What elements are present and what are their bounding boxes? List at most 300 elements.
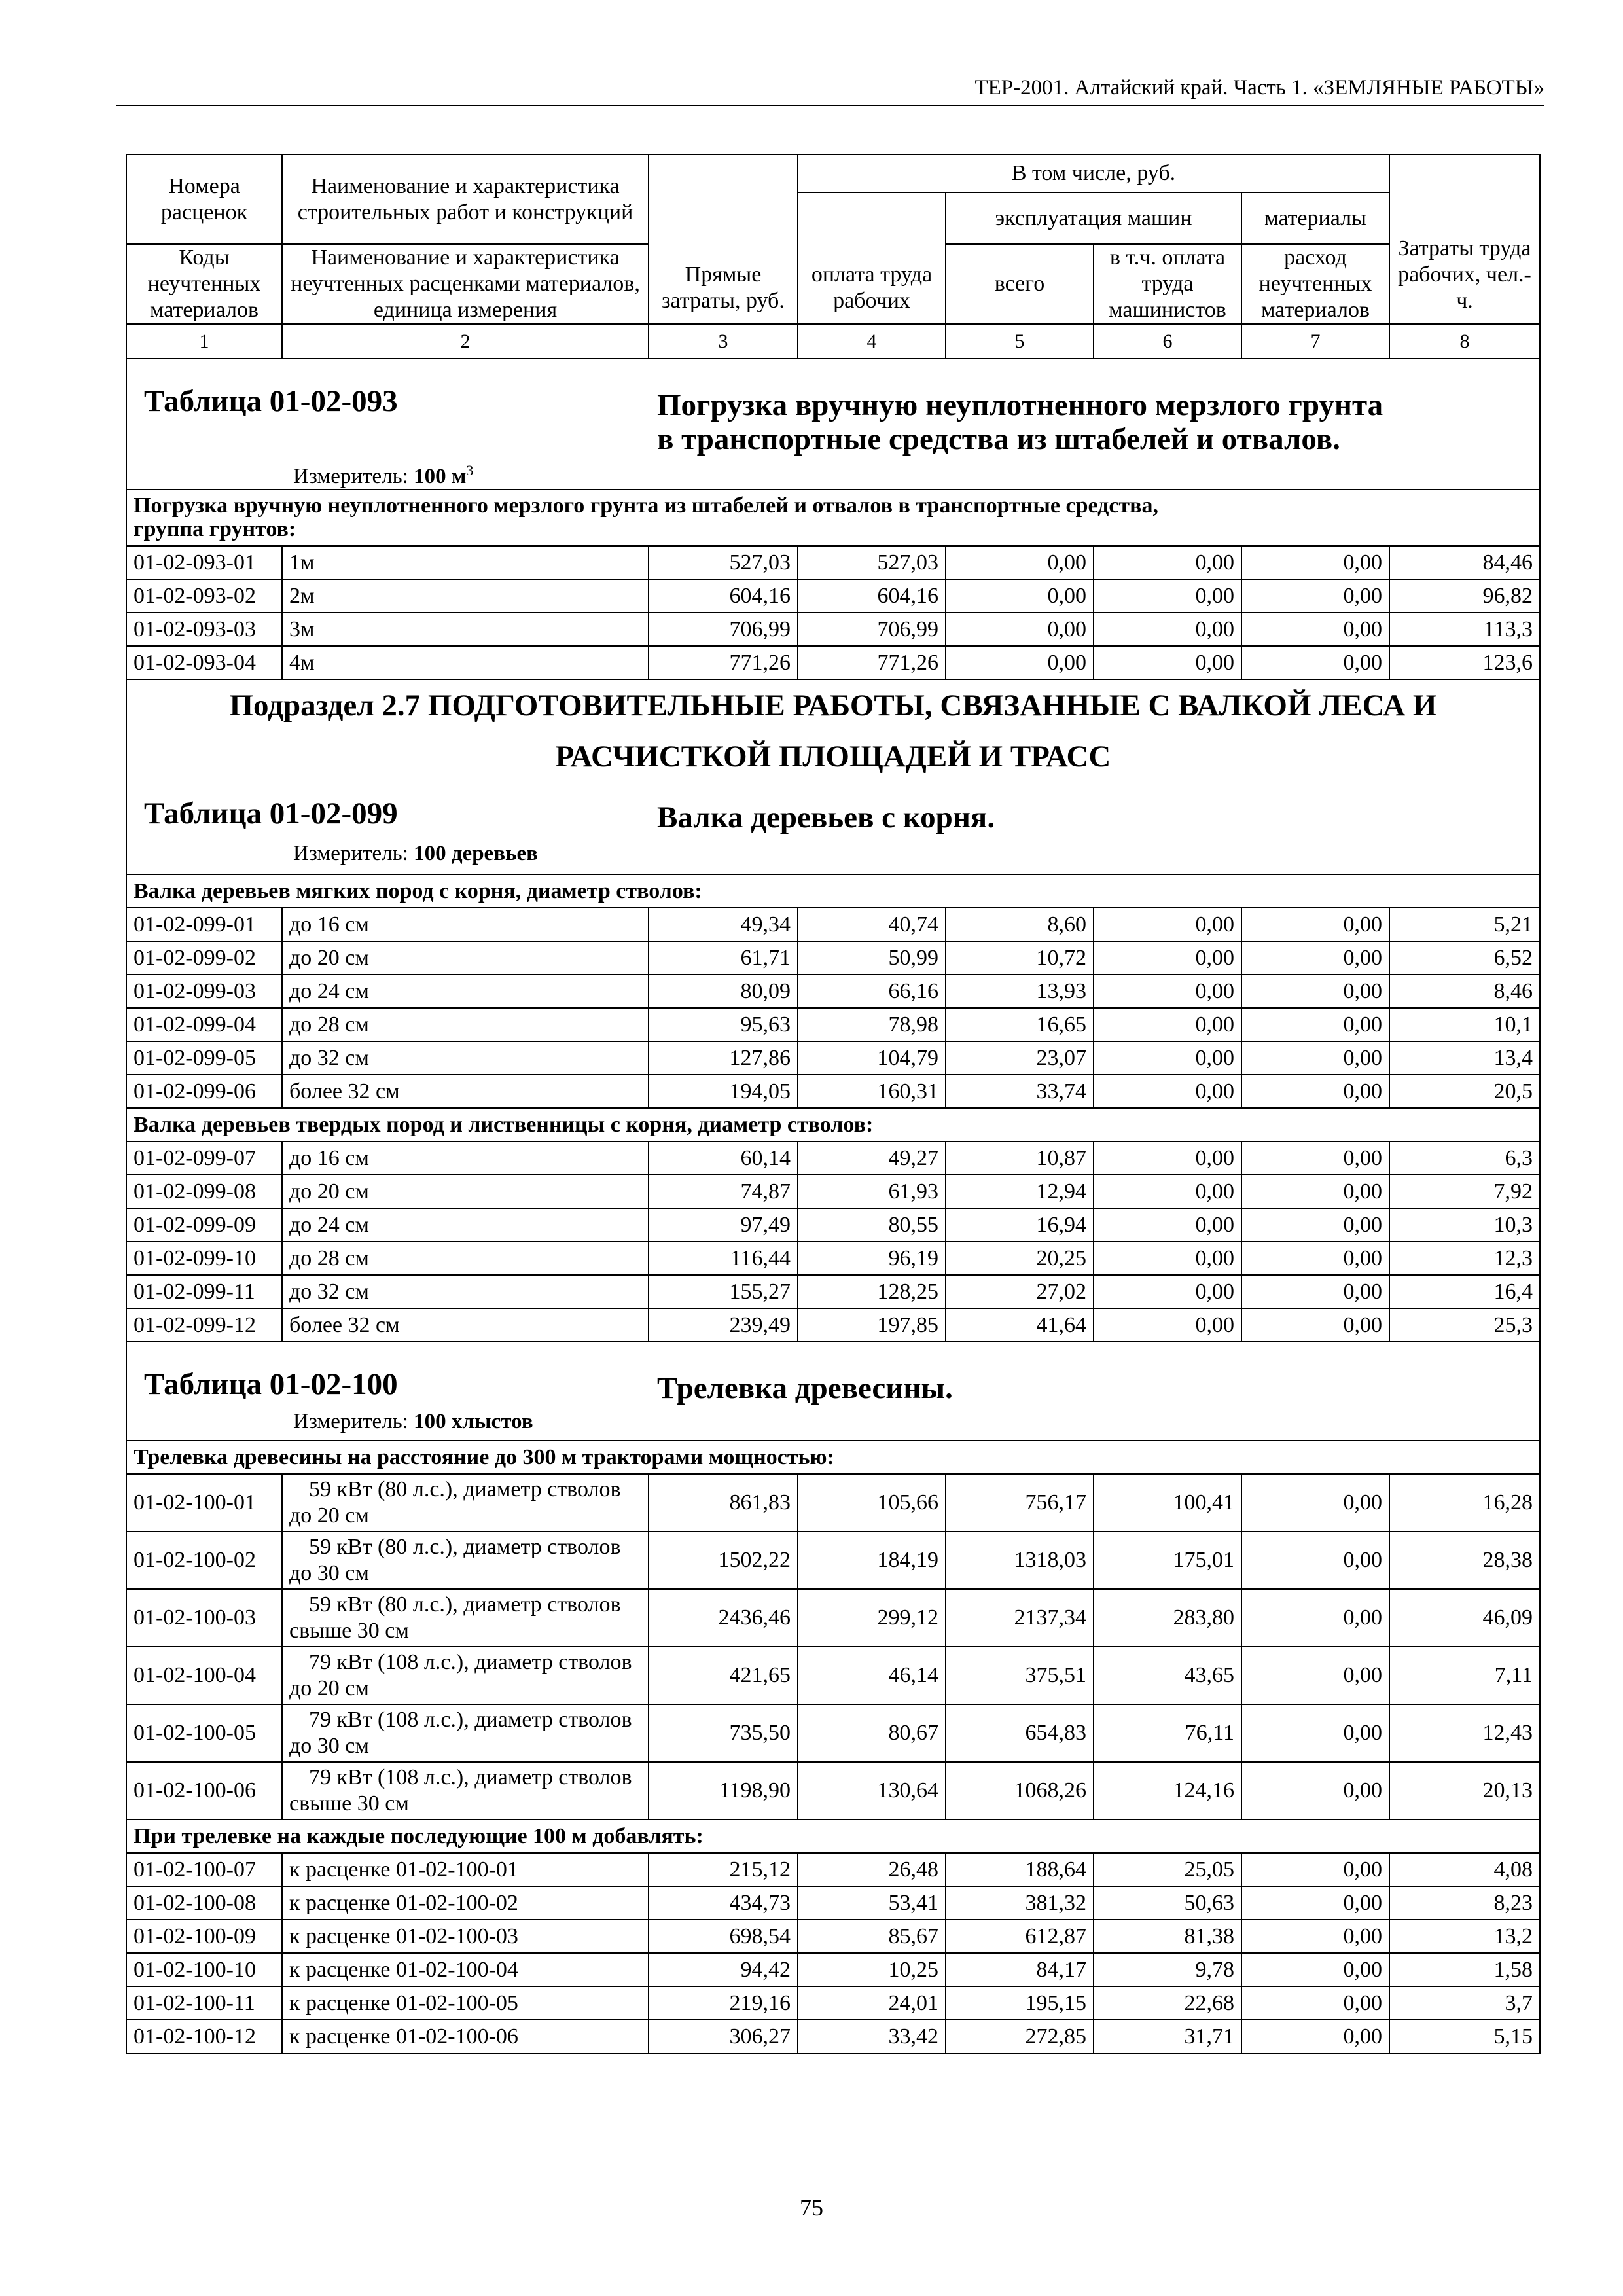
- rate-name: к расценке 01-02-100-04: [282, 1953, 649, 1986]
- rate-code: 01-02-099-01: [126, 908, 282, 941]
- table-100-section-a: Трелевка древесины на расстояние до 300 м тракторами мощностью:: [126, 1441, 1540, 1474]
- labor-cost: 20,13: [1389, 1762, 1540, 1820]
- machinist-wage: 0,00: [1094, 613, 1241, 646]
- table-099-id: Таблица 01-02-099: [144, 797, 398, 831]
- machinist-wage: 22,68: [1094, 1986, 1241, 2020]
- machines-total: 16,65: [946, 1008, 1094, 1041]
- machines-total: 10,87: [946, 1141, 1094, 1175]
- machines-total: 33,74: [946, 1075, 1094, 1108]
- table-093-title: [657, 388, 1383, 456]
- machines-total: 195,15: [946, 1986, 1094, 2020]
- direct-cost: 94,42: [649, 1953, 798, 1986]
- rate-code: 01-02-100-02: [126, 1532, 282, 1589]
- labor-cost: 5,21: [1389, 908, 1540, 941]
- table-row: [126, 1647, 1540, 1704]
- machinist-wage: 0,00: [1094, 1041, 1241, 1075]
- rate-name: до 28 см: [282, 1242, 649, 1275]
- section-line1: Погрузка вручную неуплотненного мерзлого грунта из штабелей и отвалов в транспортные средства,: [134, 493, 1158, 518]
- measure-label: Измеритель:: [293, 465, 408, 488]
- unaccounted-materials: 0,00: [1241, 1986, 1389, 2020]
- table-099-rows-b: [126, 1141, 1540, 1342]
- unaccounted-materials: 0,00: [1241, 2020, 1389, 2053]
- table-099-measure: [293, 840, 538, 867]
- rate-name: к расценке 01-02-100-02: [282, 1886, 649, 1920]
- page-number: 75: [800, 2195, 823, 2221]
- machines-total: 13,93: [946, 975, 1094, 1008]
- labor-cost: 46,09: [1389, 1589, 1540, 1647]
- direct-cost: 698,54: [649, 1920, 798, 1953]
- col-name-bottom: Наименование и характеристика неучтенных расценками материалов, единица измерения: [282, 244, 649, 324]
- rate-name: до 16 см: [282, 908, 649, 941]
- rate-code: 01-02-093-01: [126, 546, 282, 579]
- machines-total: 654,83: [946, 1704, 1094, 1762]
- column-number: 6: [1094, 324, 1241, 359]
- rate-code: 01-02-099-03: [126, 975, 282, 1008]
- table-row: [126, 1953, 1540, 1986]
- machines-total: 2137,34: [946, 1589, 1094, 1647]
- machines-total: 756,17: [946, 1474, 1094, 1532]
- machines-total: 612,87: [946, 1920, 1094, 1953]
- labor-cost: 13,2: [1389, 1920, 1540, 1953]
- rate-code: 01-02-100-09: [126, 1920, 282, 1953]
- rate-name: 4м: [282, 646, 649, 679]
- unaccounted-materials: 0,00: [1241, 546, 1389, 579]
- unaccounted-materials: 0,00: [1241, 1647, 1389, 1704]
- labor-cost: 3,7: [1389, 1986, 1540, 2020]
- rate-name: до 16 см: [282, 1141, 649, 1175]
- direct-cost: 194,05: [649, 1075, 798, 1108]
- column-number: 4: [798, 324, 946, 359]
- machines-total: 12,94: [946, 1175, 1094, 1208]
- unaccounted-materials: 0,00: [1241, 579, 1389, 613]
- table-100-title: Трелевка древесины.: [657, 1371, 953, 1405]
- unaccounted-materials: 0,00: [1241, 1041, 1389, 1075]
- worker-wage: 49,27: [798, 1141, 946, 1175]
- table-093-rows: [126, 546, 1540, 679]
- measure-value: 100 хлыстов: [414, 1410, 533, 1433]
- worker-wage: 184,19: [798, 1532, 946, 1589]
- labor-cost: 28,38: [1389, 1532, 1540, 1589]
- table-100-rows-a: [126, 1474, 1540, 1820]
- machines-total: 188,64: [946, 1853, 1094, 1886]
- labor-cost: 16,28: [1389, 1474, 1540, 1532]
- table-099-section-a: Валка деревьев мягких пород с корня, диаметр стволов:: [126, 874, 1540, 908]
- unaccounted-materials: 0,00: [1241, 1308, 1389, 1342]
- machines-total: 375,51: [946, 1647, 1094, 1704]
- unaccounted-materials: 0,00: [1241, 613, 1389, 646]
- rate-name: 59 кВт (80 л.с.), диаметр стволов свыше 30 см: [282, 1589, 649, 1647]
- unaccounted-materials: 0,00: [1241, 908, 1389, 941]
- worker-wage: 26,48: [798, 1853, 946, 1886]
- machinist-wage: 0,00: [1094, 908, 1241, 941]
- machinist-wage: 283,80: [1094, 1589, 1241, 1647]
- worker-wage: 46,14: [798, 1647, 946, 1704]
- unaccounted-materials: 0,00: [1241, 1886, 1389, 1920]
- labor-cost: 7,11: [1389, 1647, 1540, 1704]
- machines-total: 41,64: [946, 1308, 1094, 1342]
- unaccounted-materials: 0,00: [1241, 941, 1389, 975]
- table-row: [126, 908, 1540, 941]
- unaccounted-materials: 0,00: [1241, 975, 1389, 1008]
- machinist-wage: 0,00: [1094, 941, 1241, 975]
- direct-cost: 706,99: [649, 613, 798, 646]
- worker-wage: 80,67: [798, 1704, 946, 1762]
- labor-cost: 10,1: [1389, 1008, 1540, 1041]
- table-row: [126, 1208, 1540, 1242]
- machinist-wage: 0,00: [1094, 1275, 1241, 1308]
- rate-name: 1м: [282, 546, 649, 579]
- subsection-title-line1: Подраздел 2.7 ПОДГОТОВИТЕЛЬНЫЕ РАБОТЫ, СВЯЗАННЫЕ С ВАЛКОЙ ЛЕСА И: [229, 689, 1437, 723]
- direct-cost: 527,03: [649, 546, 798, 579]
- direct-cost: 219,16: [649, 1986, 798, 2020]
- machines-total: 23,07: [946, 1041, 1094, 1075]
- unaccounted-materials: 0,00: [1241, 1075, 1389, 1108]
- section-line2: группа грунтов:: [134, 517, 296, 541]
- direct-cost: 861,83: [649, 1474, 798, 1532]
- rate-name: к расценке 01-02-100-05: [282, 1986, 649, 2020]
- table-100-rows-b: [126, 1853, 1540, 2053]
- machines-total: 16,94: [946, 1208, 1094, 1242]
- table-row: [126, 1853, 1540, 1886]
- table-099-rows-a: [126, 908, 1540, 1108]
- labor-cost: 5,15: [1389, 2020, 1540, 2053]
- labor-cost: 7,92: [1389, 1175, 1540, 1208]
- measure-label: Измеритель:: [293, 842, 408, 865]
- direct-cost: 306,27: [649, 2020, 798, 2053]
- worker-wage: 53,41: [798, 1886, 946, 1920]
- direct-cost: 74,87: [649, 1175, 798, 1208]
- worker-wage: 299,12: [798, 1589, 946, 1647]
- worker-wage: 105,66: [798, 1474, 946, 1532]
- labor-cost: 20,5: [1389, 1075, 1540, 1108]
- rate-name: до 24 см: [282, 975, 649, 1008]
- machinist-wage: 25,05: [1094, 1853, 1241, 1886]
- table-row: [126, 1589, 1540, 1647]
- table-row: [126, 1762, 1540, 1820]
- rate-code: 01-02-099-12: [126, 1308, 282, 1342]
- unaccounted-materials: 0,00: [1241, 1242, 1389, 1275]
- labor-cost: 113,3: [1389, 613, 1540, 646]
- rate-code: 01-02-100-07: [126, 1853, 282, 1886]
- machinist-wage: 50,63: [1094, 1886, 1241, 1920]
- rate-name: 2м: [282, 579, 649, 613]
- unaccounted-materials: 0,00: [1241, 1589, 1389, 1647]
- labor-cost: 10,3: [1389, 1208, 1540, 1242]
- col-labor: Затраты труда рабочих, чел.-ч.: [1389, 154, 1540, 324]
- rate-code: 01-02-100-08: [126, 1886, 282, 1920]
- rate-code: 01-02-100-11: [126, 1986, 282, 2020]
- machines-total: 0,00: [946, 546, 1094, 579]
- direct-cost: 604,16: [649, 579, 798, 613]
- table-093-id: Таблица 01-02-093: [144, 384, 398, 418]
- labor-cost: 25,3: [1389, 1308, 1540, 1342]
- labor-cost: 6,3: [1389, 1141, 1540, 1175]
- measure-label: Измеритель:: [293, 1410, 408, 1433]
- unaccounted-materials: 0,00: [1241, 1474, 1389, 1532]
- direct-cost: 60,14: [649, 1141, 798, 1175]
- table-100-id: Таблица 01-02-100: [144, 1367, 398, 1401]
- table-row: [126, 646, 1540, 679]
- machinist-wage: 175,01: [1094, 1532, 1241, 1589]
- table-row: [126, 1242, 1540, 1275]
- rate-code: 01-02-100-03: [126, 1589, 282, 1647]
- machinist-wage: 0,00: [1094, 1075, 1241, 1108]
- rate-name: до 24 см: [282, 1208, 649, 1242]
- worker-wage: 50,99: [798, 941, 946, 975]
- direct-cost: 116,44: [649, 1242, 798, 1275]
- machinist-wage: 81,38: [1094, 1920, 1241, 1953]
- table-row: [126, 1141, 1540, 1175]
- table-100-caption: [126, 1342, 1540, 1441]
- machinist-wage: 76,11: [1094, 1704, 1241, 1762]
- machinist-wage: 31,71: [1094, 2020, 1241, 2053]
- table-row: [126, 1008, 1540, 1041]
- direct-cost: 434,73: [649, 1886, 798, 1920]
- rate-code: 01-02-099-10: [126, 1242, 282, 1275]
- worker-wage: 61,93: [798, 1175, 946, 1208]
- rate-code: 01-02-100-04: [126, 1647, 282, 1704]
- machinist-wage: 43,65: [1094, 1647, 1241, 1704]
- table-row: [126, 613, 1540, 646]
- machinist-wage: 0,00: [1094, 1141, 1241, 1175]
- machines-total: 1068,26: [946, 1762, 1094, 1820]
- price-table: [126, 154, 1541, 2054]
- col-machines-total: всего: [946, 244, 1094, 324]
- table-row: [126, 1886, 1540, 1920]
- table-row: [126, 1920, 1540, 1953]
- col-codes-bottom: Коды неучтенных материалов: [126, 244, 282, 324]
- rate-code: 01-02-093-02: [126, 579, 282, 613]
- rate-code: 01-02-099-06: [126, 1075, 282, 1108]
- machines-total: 381,32: [946, 1886, 1094, 1920]
- labor-cost: 1,58: [1389, 1953, 1540, 1986]
- column-number: 5: [946, 324, 1094, 359]
- table-row: [126, 1986, 1540, 2020]
- machines-total: 272,85: [946, 2020, 1094, 2053]
- worker-wage: 24,01: [798, 1986, 946, 2020]
- rate-name: до 20 см: [282, 1175, 649, 1208]
- machinist-wage: 0,00: [1094, 975, 1241, 1008]
- col-materials: материалы: [1241, 192, 1389, 244]
- rate-code: 01-02-100-05: [126, 1704, 282, 1762]
- table-row: [126, 1041, 1540, 1075]
- unaccounted-materials: 0,00: [1241, 1953, 1389, 1986]
- column-number: 3: [649, 324, 798, 359]
- table-093-caption: [126, 359, 1540, 490]
- table-row: [126, 1175, 1540, 1208]
- labor-cost: 6,52: [1389, 941, 1540, 975]
- rate-name: 59 кВт (80 л.с.), диаметр стволов до 30 см: [282, 1532, 649, 1589]
- worker-wage: 160,31: [798, 1075, 946, 1108]
- column-number: 2: [282, 324, 649, 359]
- unaccounted-materials: 0,00: [1241, 1762, 1389, 1820]
- direct-cost: 80,09: [649, 975, 798, 1008]
- machinist-wage: 0,00: [1094, 1008, 1241, 1041]
- table-row: [126, 546, 1540, 579]
- table-row: [126, 1075, 1540, 1108]
- unaccounted-materials: 0,00: [1241, 1141, 1389, 1175]
- running-header: [116, 71, 1544, 106]
- rate-name: до 32 см: [282, 1041, 649, 1075]
- subsection-and-table-099-caption: [126, 679, 1540, 874]
- labor-cost: 4,08: [1389, 1853, 1540, 1886]
- rate-name: до 20 см: [282, 941, 649, 975]
- machinist-wage: 0,00: [1094, 546, 1241, 579]
- table-row: [126, 2020, 1540, 2053]
- table-093-title-line1: Погрузка вручную неуплотненного мерзлого грунта: [657, 388, 1383, 422]
- table-100-section-b: При трелевке на каждые последующие 100 м добавлять:: [126, 1820, 1540, 1853]
- machinist-wage: 100,41: [1094, 1474, 1241, 1532]
- rate-code: 01-02-099-11: [126, 1275, 282, 1308]
- machines-total: 10,72: [946, 941, 1094, 975]
- table-row: [126, 1308, 1540, 1342]
- running-header-text: ТЕР-2001. Алтайский край. Часть 1. «ЗЕМЛЯНЫЕ РАБОТЫ»: [974, 76, 1544, 99]
- table-row: [126, 579, 1540, 613]
- col-machines: эксплуатация машин: [946, 192, 1241, 244]
- rate-code: 01-02-099-09: [126, 1208, 282, 1242]
- table-100-measure: [293, 1408, 533, 1435]
- worker-wage: 78,98: [798, 1008, 946, 1041]
- direct-cost: 61,71: [649, 941, 798, 975]
- rate-code: 01-02-099-07: [126, 1141, 282, 1175]
- direct-cost: 49,34: [649, 908, 798, 941]
- rate-code: 01-02-100-01: [126, 1474, 282, 1532]
- rate-name: 3м: [282, 613, 649, 646]
- direct-cost: 155,27: [649, 1275, 798, 1308]
- subsection-title-line2: РАСЧИСТКОЙ ПЛОЩАДЕЙ И ТРАСС: [555, 740, 1111, 774]
- table-row: [126, 941, 1540, 975]
- table-row: [126, 975, 1540, 1008]
- labor-cost: 123,6: [1389, 646, 1540, 679]
- table-093-section: [126, 490, 1540, 546]
- labor-cost: 12,3: [1389, 1242, 1540, 1275]
- rate-code: 01-02-099-05: [126, 1041, 282, 1075]
- rate-name: 59 кВт (80 л.с.), диаметр стволов до 20 см: [282, 1474, 649, 1532]
- table-row: [126, 1474, 1540, 1532]
- worker-wage: 604,16: [798, 579, 946, 613]
- rate-name: 79 кВт (108 л.с.), диаметр стволов до 30 см: [282, 1704, 649, 1762]
- machines-total: 1318,03: [946, 1532, 1094, 1589]
- rate-code: 01-02-093-03: [126, 613, 282, 646]
- direct-cost: 1502,22: [649, 1532, 798, 1589]
- unaccounted-materials: 0,00: [1241, 1532, 1389, 1589]
- machines-total: 20,25: [946, 1242, 1094, 1275]
- machinist-wage: 0,00: [1094, 1175, 1241, 1208]
- worker-wage: 33,42: [798, 2020, 946, 2053]
- machines-total: 0,00: [946, 613, 1094, 646]
- machinist-wage: 0,00: [1094, 1208, 1241, 1242]
- labor-cost: 96,82: [1389, 579, 1540, 613]
- machines-total: 84,17: [946, 1953, 1094, 1986]
- machines-total: 27,02: [946, 1275, 1094, 1308]
- rate-name: к расценке 01-02-100-03: [282, 1920, 649, 1953]
- worker-wage: 197,85: [798, 1308, 946, 1342]
- table-row: [126, 1704, 1540, 1762]
- table-head: [126, 154, 1540, 324]
- col-name-top: Наименование и характеристика строительных работ и конструкций: [282, 154, 649, 244]
- measure-value: 100 м: [414, 465, 467, 488]
- worker-wage: 40,74: [798, 908, 946, 941]
- col-wage: оплата труда рабочих: [798, 192, 946, 324]
- unaccounted-materials: 0,00: [1241, 1175, 1389, 1208]
- measure-sup: 3: [466, 462, 474, 478]
- unaccounted-materials: 0,00: [1241, 1853, 1389, 1886]
- worker-wage: 80,55: [798, 1208, 946, 1242]
- direct-cost: 97,49: [649, 1208, 798, 1242]
- machines-total: 0,00: [946, 579, 1094, 613]
- machinist-wage: 9,78: [1094, 1953, 1241, 1986]
- rate-name: 79 кВт (108 л.с.), диаметр стволов свыше 30 см: [282, 1762, 649, 1820]
- rate-name: к расценке 01-02-100-06: [282, 2020, 649, 2053]
- column-number: 7: [1241, 324, 1389, 359]
- column-number: 1: [126, 324, 282, 359]
- direct-cost: 421,65: [649, 1647, 798, 1704]
- rate-name: до 32 см: [282, 1275, 649, 1308]
- direct-cost: 735,50: [649, 1704, 798, 1762]
- machinist-wage: 124,16: [1094, 1762, 1241, 1820]
- measure-value: 100 деревьев: [414, 842, 538, 865]
- worker-wage: 104,79: [798, 1041, 946, 1075]
- labor-cost: 84,46: [1389, 546, 1540, 579]
- rate-code: 01-02-099-08: [126, 1175, 282, 1208]
- direct-cost: 95,63: [649, 1008, 798, 1041]
- table-row: [126, 1275, 1540, 1308]
- col-direct: Прямые затраты, руб.: [649, 154, 798, 324]
- unaccounted-materials: 0,00: [1241, 1920, 1389, 1953]
- table-093-measure: [293, 457, 473, 490]
- worker-wage: 771,26: [798, 646, 946, 679]
- direct-cost: 239,49: [649, 1308, 798, 1342]
- rate-code: 01-02-100-06: [126, 1762, 282, 1820]
- rate-code: 01-02-093-04: [126, 646, 282, 679]
- rate-code: 01-02-100-10: [126, 1953, 282, 1986]
- col-codes-top: Номера расценок: [126, 154, 282, 244]
- direct-cost: 127,86: [649, 1041, 798, 1075]
- machinist-wage: 0,00: [1094, 646, 1241, 679]
- machines-total: 0,00: [946, 646, 1094, 679]
- machinist-wage: 0,00: [1094, 1308, 1241, 1342]
- rate-name: более 32 см: [282, 1075, 649, 1108]
- unaccounted-materials: 0,00: [1241, 1008, 1389, 1041]
- rate-name: до 28 см: [282, 1008, 649, 1041]
- direct-cost: 771,26: [649, 646, 798, 679]
- col-including: В том числе, руб.: [798, 154, 1389, 192]
- worker-wage: 96,19: [798, 1242, 946, 1275]
- machinist-wage: 0,00: [1094, 579, 1241, 613]
- col-machinist-wage: в т.ч. оплата труда машинистов: [1094, 244, 1241, 324]
- table-093-title-line2: в транспортные средства из штабелей и отвалов.: [657, 422, 1340, 456]
- worker-wage: 85,67: [798, 1920, 946, 1953]
- labor-cost: 8,23: [1389, 1886, 1540, 1920]
- worker-wage: 10,25: [798, 1953, 946, 1986]
- col-unaccounted: расход неучтенных материалов: [1241, 244, 1389, 324]
- table-099-section-b: Валка деревьев твердых пород и лиственницы с корня, диаметр стволов:: [126, 1108, 1540, 1141]
- table-099-title: Валка деревьев с корня.: [657, 800, 995, 834]
- unaccounted-materials: 0,00: [1241, 1704, 1389, 1762]
- column-numbers-row: [126, 324, 1540, 359]
- worker-wage: 130,64: [798, 1762, 946, 1820]
- unaccounted-materials: 0,00: [1241, 1275, 1389, 1308]
- worker-wage: 128,25: [798, 1275, 946, 1308]
- machines-total: 8,60: [946, 908, 1094, 941]
- labor-cost: 16,4: [1389, 1275, 1540, 1308]
- direct-cost: 215,12: [649, 1853, 798, 1886]
- rate-code: 01-02-099-04: [126, 1008, 282, 1041]
- direct-cost: 1198,90: [649, 1762, 798, 1820]
- table-row: [126, 1532, 1540, 1589]
- rate-code: 01-02-099-02: [126, 941, 282, 975]
- labor-cost: 12,43: [1389, 1704, 1540, 1762]
